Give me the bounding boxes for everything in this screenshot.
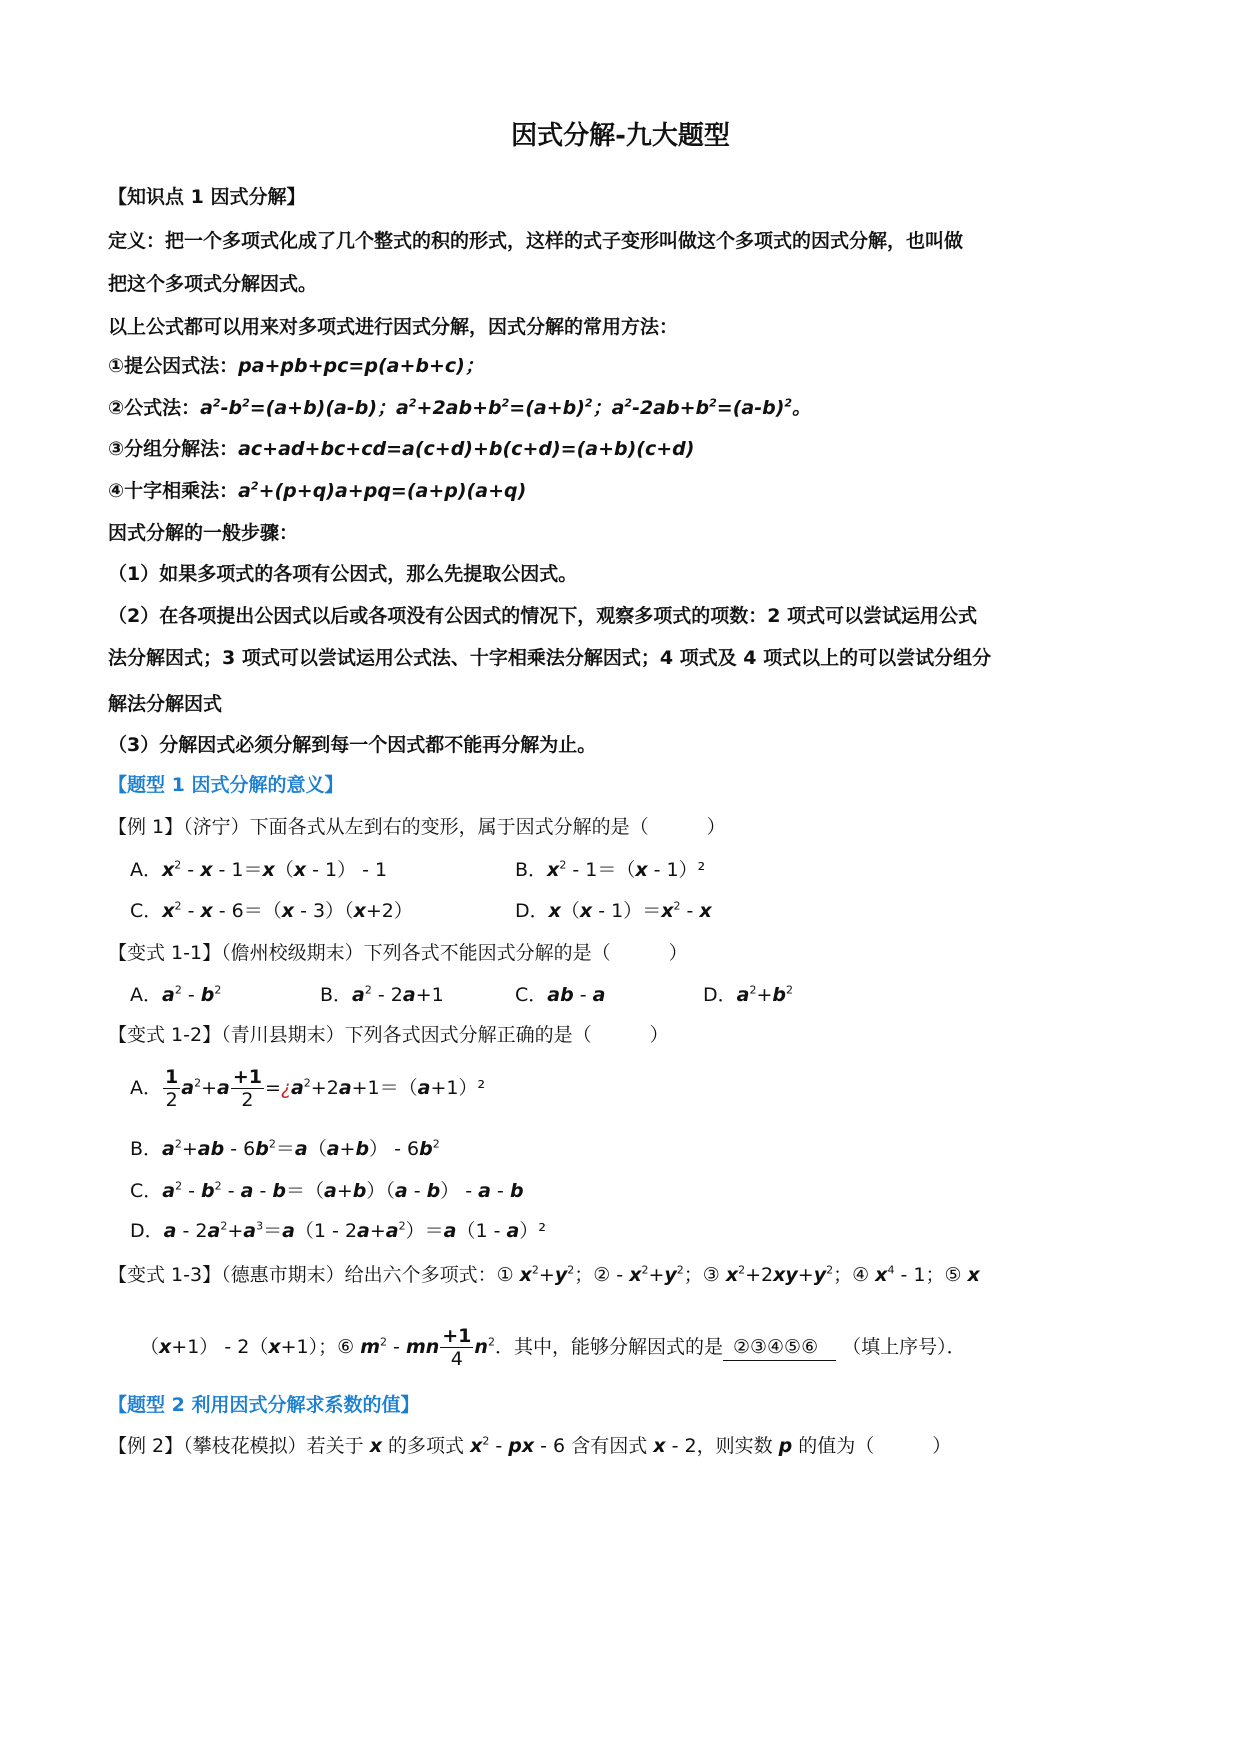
methods-intro: 以上公式都可以用来对多项式进行因式分解，因式分解的常用方法： bbox=[108, 316, 679, 338]
method-3 bbox=[108, 436, 694, 462]
type-2-header: 【题型 2 利用因式分解求系数的值】 bbox=[108, 1394, 420, 1416]
variant-1-1-stem: 【变式 1-1】（儋州校级期末）下列各式不能因式分解的是（ ） bbox=[108, 942, 688, 964]
example-1-text: 【例 1】（济宁）下面各式从左到右的变形，属于因式分解的是（ bbox=[108, 816, 649, 838]
method-1-label: ①提公因式法： bbox=[108, 355, 239, 377]
step-3: （3）分解因式必须分解到每一个因式都不能再分解为止。 bbox=[108, 734, 597, 756]
step-2-line-1: （2）在各项提出公因式以后或各项没有公因式的情况下，观察多项式的项数：2 项式可以尝试运用公式 bbox=[108, 605, 978, 627]
variant-1-1-option-a: A．$a^2 - b^2$ bbox=[130, 983, 222, 1006]
variant-1-2-option-d: D．$a - 2a^2+a^3=a(1 - 2a+a^2)=a(1 - a)^2$ bbox=[130, 1219, 546, 1242]
variant-1-3-line-2: （x+1） - 2（x+1）；⑥ $m^2$ - mn $\frac{+1}{4}$ $n^2$．其中，能够分解因式的是 ②③④⑤⑥ （填上序号）． bbox=[140, 1325, 966, 1370]
definition-line-1: 定义：把一个多项式化成了几个整式的积的形式，这样的式子变形叫做这个多项式的因式分解，也叫做 bbox=[108, 230, 964, 252]
method-1 bbox=[108, 353, 484, 379]
variant-1-2-stem: 【变式 1-2】（青川县期末）下列各式因式分解正确的是（ ） bbox=[108, 1024, 669, 1046]
variant-1-1-text: 【变式 1-1】（儋州校级期末）下列各式不能因式分解的是（ bbox=[108, 942, 611, 964]
variant-1-3-text: 【变式 1-3】（德惠市期末）给出六个多项式： bbox=[108, 1264, 497, 1286]
knowledge-point-1-header: 【知识点 1 因式分解】 bbox=[108, 186, 306, 208]
example-2-stem: 【例 2】（攀枝花模拟）若关于 x 的多项式 $x^2$ - px - 6 含有因式 x - 2，则实数 p 的值为（ ） bbox=[108, 1434, 952, 1457]
method-2-label: ②公式法： bbox=[108, 397, 201, 419]
variant-1-3-answer: ②③④⑤⑥ bbox=[723, 1334, 836, 1361]
example-1-option-d: D．$x(x - 1)=x^2 - x$ bbox=[515, 899, 712, 922]
variant-1-1-option-c: C．ab - a bbox=[515, 984, 606, 1006]
variant-1-1-option-d: D．$a^2+b^2$ bbox=[703, 983, 793, 1006]
steps-title: 因式分解的一般步骤： bbox=[108, 522, 299, 544]
variant-1-3-stem: 【变式 1-3】（德惠市期末）给出六个多项式：① $x^2+y^2$；② - $x^2+y^2$；③ $x^2+2xy+y^2$；④ $x^4 - 1$；⑤ x bbox=[108, 1263, 980, 1286]
method-4 bbox=[108, 478, 526, 504]
variant-1-2-text: 【变式 1-2】（青川县期末）下列各式因式分解正确的是（ bbox=[108, 1024, 592, 1046]
example-1-option-c: C．$x^2 - x - 6=(x - 3)(x+2)$ bbox=[130, 899, 413, 922]
method-2-formula: $a^2-b^2=(a+b)(a-b)$；$a^2+2ab+b^2=(a+b)^2$；$a^2-2ab+b^2=(a-b)^2$。 bbox=[200, 396, 812, 419]
type-1-header: 【题型 1 因式分解的意义】 bbox=[108, 774, 344, 796]
method-1-formula: pa+pb+pc=p(a+b+c)； bbox=[238, 355, 484, 377]
method-4-label: ④十字相乘法： bbox=[108, 480, 239, 502]
variant-1-2-option-a: A． $\frac{1}{2}$ $a^2+a$ $\frac{+1}{2}$ $=¿a^2+2a+1=(a+1)^2$ bbox=[130, 1066, 486, 1111]
method-3-formula: ac+ad+bc+cd=a(c+d)+b(c+d)=(a+b)(c+d) bbox=[238, 438, 695, 460]
example-1-option-b: B．$x^2 - 1=(x - 1)^2$ bbox=[515, 858, 706, 881]
variant-1-2-option-c: C．$a^2 - b^2 - a - b=(a+b)(a - b) - a - b$ bbox=[130, 1179, 524, 1202]
method-4-formula: $a^2+(p+q)a+pq=(a+p)(a+q)$ bbox=[238, 479, 527, 502]
example-1-option-a: A．$x^2 - x - 1=x(x - 1) - 1$ bbox=[130, 858, 388, 881]
step-2-line-2: 法分解因式；3 项式可以尝试运用公式法、十字相乘法分解因式；4 项式及 4 项式以上的可以尝试分组分 bbox=[108, 647, 992, 669]
method-2 bbox=[108, 395, 811, 421]
variant-1-1-option-b: B．$a^2 - 2a+1$ bbox=[320, 983, 444, 1006]
example-1-stem: 【例 1】（济宁）下面各式从左到右的变形，属于因式分解的是（ ） bbox=[108, 816, 726, 838]
step-1: （1）如果多项式的各项有公因式，那么先提取公因式。 bbox=[108, 563, 578, 585]
variant-1-2-option-b: B．$a^2+ab - 6b^2=a(a+b) - 6b^2$ bbox=[130, 1137, 440, 1160]
page-title: 因式分解-九大题型 bbox=[511, 121, 730, 151]
step-2-line-3: 解法分解因式 bbox=[108, 693, 223, 715]
method-3-label: ③分组分解法： bbox=[108, 438, 239, 460]
definition-line-2: 把这个多项式分解因式。 bbox=[108, 273, 318, 295]
